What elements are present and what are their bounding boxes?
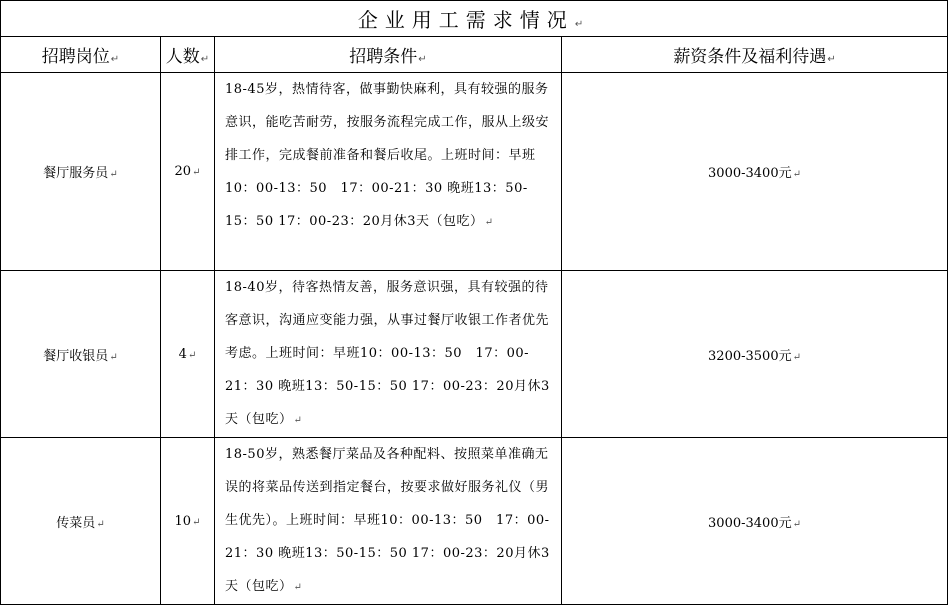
cell-count: 4↵: [161, 271, 215, 438]
cell-salary: 3000-3400元↵: [562, 73, 948, 271]
table-title: 企业用工需求情况↵: [1, 1, 948, 37]
cell-salary: 3200-3500元↵: [562, 271, 948, 438]
cell-conditions: 18-50岁，熟悉餐厅菜品及各种配料、按照菜单准确无误的将菜品传送到指定餐台，按要求做好服务礼仪（男生优先）。上班时间：早班10：00-13：50 17：00-21：30 晚班13：50-15：50 17：00-23：20月休3天（包吃）↵: [215, 438, 562, 605]
cell-count: 20↵: [161, 73, 215, 271]
cell-salary: 3000-3400元↵: [562, 438, 948, 605]
header-conditions: 招聘条件↵: [215, 37, 562, 73]
cell-position: 传菜员↵: [1, 438, 161, 605]
cell-position: 餐厅服务员↵: [1, 73, 161, 271]
cell-count: 10↵: [161, 438, 215, 605]
table-row: [1, 438, 948, 605]
header-position: 招聘岗位↵: [1, 37, 161, 73]
cell-position: 餐厅收银员↵: [1, 271, 161, 438]
header-salary: 薪资条件及福利待遇↵: [562, 37, 948, 73]
header-count: 人数↵: [161, 37, 215, 73]
cell-conditions: 18-40岁，待客热情友善，服务意识强，具有较强的待客意识，沟通应变能力强，从事过餐厅收银工作者优先考虑。上班时间：早班10：00-13：50 17：00-21：30 晚班13：50-15：50 17：00-23：20月休3天（包吃）↵: [215, 271, 562, 438]
table-row: [1, 271, 948, 438]
title-row: [1, 1, 948, 37]
table-row: [1, 73, 948, 271]
cell-conditions: 18-45岁，热情待客，做事勤快麻利，具有较强的服务意识，能吃苦耐劳，按服务流程完成工作，服从上级安排工作，完成餐前准备和餐后收尾。上班时间：早班10：00-13：50 17：00-21：30 晚班13：50-15：50 17：00-23：20月休3天（包吃）↵: [215, 73, 562, 271]
header-row: [1, 37, 948, 73]
